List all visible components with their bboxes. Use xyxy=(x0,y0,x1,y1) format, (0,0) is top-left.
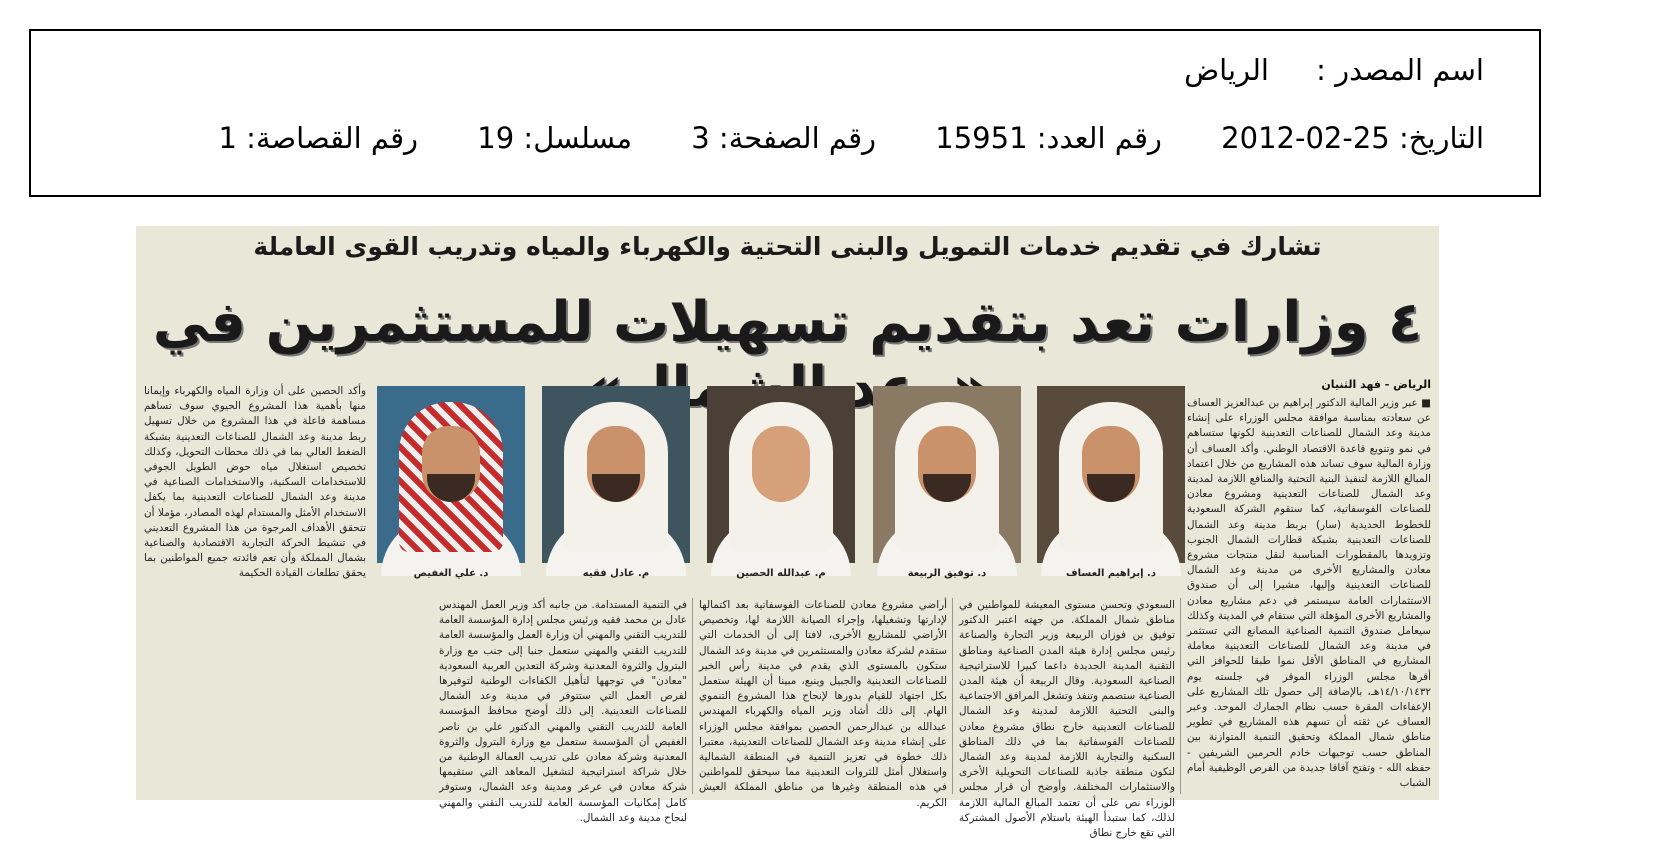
page-field: رقم الصفحة: 3 xyxy=(691,121,877,155)
source-value: الرياض xyxy=(1184,53,1269,87)
meta-row xyxy=(219,121,1484,155)
article-headline: ٤ وزارات تعد بتقديم تسهيلات للمستثمرين في xyxy=(152,290,1423,355)
article-column-1 xyxy=(1187,396,1431,794)
column-text: ■ عبر وزير المالية الدكتور إبراهيم بن عبدالعزيز العساف عن سعادته بمناسبة موافقة مجلس الوزراء على إنشاء مدينة وعد الشمال للصناعات التعدينية لكونها ستساهم في نمو وتنويع قاعدة الاقتصاد الوطني. وأكد العساف أن وزارة المالية سوف تساند هذه المشاريع من خلال اعتماد المبالغ اللازمة لتنفيذ البنية التحتية والمنافع اللازمة لمدينة وعد الشمال للصناعات التعدينية ومشروع معادن للصناعات الفوسفاتية، كما ستقوم الشركة السعودية للخطوط الحديدية (سار) بربط مدينة وعد الشمال للصناعات التعدينية بشبكة قطارات الشمال الجنوب وتزويدها بالمقطورات المناسبة لنقل منتجات مشروع معادن والمشاريع الأخرى من مدينة وعد الشمال للصناعات التعدينية وإليها، مشيرا إلى أن صندوق الاستثمارات العامة سيستمر في دعم مشاريع معادن والمشاريع الأخرى المؤهلة التي ستقام في المدينة وكذلك سيعامل صندوق التنمية الصناعية المصانع التي تستثمر في مدينة وعد الشمال للصناعات التعدينية معاملة المشاريع في المناطق الأقل نموا طبقا للحوافز التي أقرها مجلس الوزراء الموقر في جلسته يوم ١٤/١٠/١٤٣٢هـ، بالإضافة إلى حصول تلك المشاريع على الإعفاءات المقرة حسب نظام الجمارك الموحد. وعبر العساف عن ثقته أن تسهم هذه المشاريع في تطوير مناطق شمال المملكة وتحقيق التنمية المتوازنة بين المناطق حسب توجيهات خادم الحرمين الشريفين - حفظه الله - وتفتح آفاقا جديدة من الفرص الوظيفية أمام الشباب xyxy=(1187,397,1431,790)
portrait-photo-icon xyxy=(542,386,690,563)
serial-field: مسلسل: 19 xyxy=(477,121,633,155)
portrait-photo-icon xyxy=(1037,386,1185,563)
column-divider xyxy=(692,598,693,794)
column-text: السعودي وتحسن مستوى المعيشة للمواطنين في مناطق شمال المملكة. من جهته اعتبر الدكتور توفيق بن فوزان الربيعة وزير التجارة والصناعة رئيس مجلس إدارة هيئة المدن الصناعية ومناطق التقنية المدينة الجديدة داعما كبيرا للاستراتيجية الصناعية السعودية. وقال الربيعة أن هيئة المدن الصناعية ستصمم وتنفذ وتشغل المرافق الاجتماعية والبنى التحتية اللازمة لمدينة وعد الشمال للصناعات التعدينية خارج نطاق مشروع معادن للصناعات الفوسفاتية بما في ذلك المناطق السكنية والتجارية اللازمة لمدينة وعد الشمال لتكون منطقة جاذبة للصناعات التحويلية الأخرى والاستثمارات المختلفة. وأوضح أن قرار مجلس الوزراء نص على أن تعتمد المبالغ المالية اللازمة لذلك، كما ستبدأ الهيئة باستلام الأصول المشتركة التي تقع خارج نطاق xyxy=(959,599,1175,840)
article-column-4 xyxy=(439,598,687,824)
photo-caption: د. توفيق الربيعة xyxy=(907,568,987,579)
issue-field: رقم العدد: 15951 xyxy=(935,121,1162,155)
portrait-photo-icon xyxy=(377,386,525,563)
portrait-photo-icon xyxy=(707,386,855,563)
article-byline: الرياض - فهد الثنيان xyxy=(1321,378,1431,391)
clipping-field: رقم القصاصة: 1 xyxy=(218,121,419,155)
article-column-5 xyxy=(144,384,366,594)
photo-strip xyxy=(280,386,1185,582)
column-text: وأكد الحصين على أن وزارة المياه والكهرباء وإيمانا منها بأهمية هذا المشروع الحيوي سوف تساهم مساهمة فاعلة في هذا المشروع من خلال تسهيل ربط مدينة وعد الشمال للصناعات التعدينية بشبكة الضغط العالي بما في ذلك محطات التحويل، وكذلك تخصيص استغلال مياه حوض الطويل الجوفي للاستخدامات السكنية، والاستخدامات الصناعية في مدينة وعد الشمال للصناعات التعدينية بما يكفل الاستخدام الأمثل والمستدام لهذه المصادر، مؤملا أن تتحقق الأهداف المرجوة من هذا المشروع التعديني في تنشيط الحركة التجارية الاقتصادية والصناعية بشمال المملكة وأن تعم فائدته جميع المواطنين بما يحقق تطلعات القيادة الحكيمة xyxy=(144,385,366,580)
article-column-2 xyxy=(959,598,1175,840)
source-label: اسم المصدر : xyxy=(1316,53,1484,87)
photo-caption: م. عادل فقيه xyxy=(582,568,650,579)
article-kicker: تشارك في تقديم خدمات التمويل والبنى التحتية والكهرباء والمياه وتدريب القوى العاملة xyxy=(253,232,1322,261)
photo-caption: م. عبدالله الحصين xyxy=(736,568,826,579)
column-divider xyxy=(952,598,953,794)
photo-caption: د. إبراهيم العساف xyxy=(1066,568,1156,579)
date-field: التاريخ: 25-02-2012 xyxy=(1221,121,1484,155)
column-text: في التنمية المستدامة. من جانبه أكد وزير العمل المهندس عادل بن محمد فقيه ورئيس مجلس إدارة المؤسسة العامة للتدريب التقني والمهني أن وزارة العمل والمؤسسة العامة للتدريب التقني والمهني ستعمل جنبا إلى جنب مع وزارة البترول والثروة المعدنية وشركة التعدين العربية السعودية "معادن" في توجهها لتأهيل الكفاءات الوطنية لتوفيرها لفرص العمل التي ستتوفر في مدينة وعد الشمال للصناعات التعدينية. إلى ذلك أوضح محافظ المؤسسة العامة للتدريب التقني والمهني الدكتور علي بن ناصر الغفيص أن المؤسسة ستعمل مع وزارة البترول والثروة المعدنية وشركة معادن على تدريب العمالة الوطنية من خلال شراكة استراتيجية لتشغيل المعاهد التي ستقيمها شركة معادن في عرعر ومدينة وعد الشمال، وستوفر كامل إمكانيات المؤسسة العامة للتدريب التقني والمهني لنجاح مدينة وعد الشمال. xyxy=(439,599,687,824)
photo-caption: د. علي الغفيص xyxy=(413,568,489,579)
clipping-info-box xyxy=(29,29,1541,197)
column-text: أراضي مشروع معادن للصناعات الفوسفاتية بعد اكتمالها لإدارتها وتشغيلها، وإجراء الصيانة اللازمة لها، وتخصيص الأراضي للمشاريع الأخرى، لافتا إلى أن الخدمات التي ستقدم لشركة معادن والمستثمرين في مدينة وعد الشمال ستكون بالمستوى الذي يقدم في مدينة رأس الخير للصناعات التعدينية والجبيل وينبع، مبينا أن الهيئة ستعمل بكل اجتهاد للقيام بدورها لإنجاح هذا المشروع التنموي الهام. إلى ذلك أشاد وزير المياه والكهرباء المهندس عبدالله بن عبدالرحمن الحصين بموافقة مجلس الوزراء على إنشاء مدينة وعد الشمال للصناعات التعدينية، معتبرا ذلك خطوة في تعزيز التنمية في المنطقة الشمالية واستغلال أمثل للثروات التعدينية مما سيحقق للمواطنين في هذه المنطقة وغيرها من مناطق المملكة العيش الكريم. xyxy=(699,599,947,809)
newspaper-clipping xyxy=(136,226,1439,840)
article-column-3 xyxy=(699,598,947,809)
portrait-photo-icon xyxy=(873,386,1021,563)
column-divider xyxy=(1180,598,1181,794)
source-row xyxy=(1184,53,1484,87)
